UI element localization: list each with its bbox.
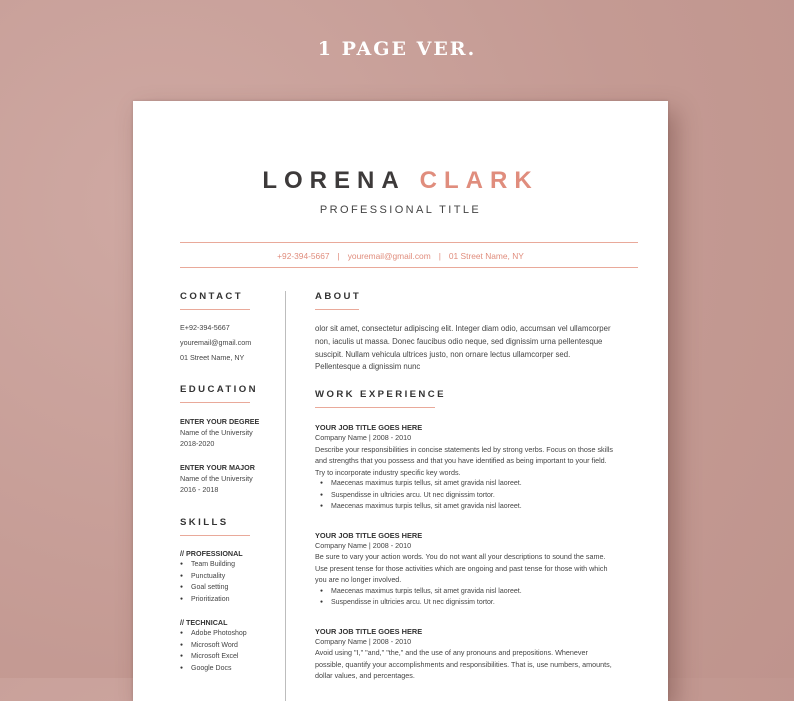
education-item: [180, 416, 272, 449]
job-bullet: ● Suspendisse in ultricies arcu. Ut nec dignissim tortor.: [331, 490, 615, 502]
job-bullet: ● Maecenas maximus turpis tellus, sit amet gravida nisl laoreet.: [331, 586, 615, 598]
skill-group: [180, 617, 272, 674]
skills-section: [180, 517, 272, 674]
work-section: [315, 389, 615, 682]
skill-item: ● Goal setting: [191, 582, 272, 594]
header-contact-line: [133, 251, 668, 261]
contact-section: [180, 291, 272, 363]
job-description: Describe your responsibilities in concise statements led by strong verbs. Focus on those skills and strengths that you possess and that you have identified as being important to your field. Try to incorporate industry specific key words.: [315, 444, 614, 477]
skill-list: [180, 559, 272, 605]
resume-name: [133, 167, 668, 195]
about-section: [315, 291, 615, 374]
contact-phone: E+92-394-5667: [180, 323, 230, 332]
column-divider: [285, 291, 286, 701]
skill-item: ● Microsoft Excel: [191, 651, 272, 663]
contact-email: youremail@gmail.com: [180, 338, 252, 347]
heading-underline: [180, 535, 250, 536]
job-title: YOUR JOB TITLE GOES HERE: [315, 423, 423, 433]
heading-underline: [180, 402, 250, 403]
main-column: [315, 291, 615, 682]
work-heading: WORK EXPERIENCE: [315, 389, 446, 401]
first-name: LORENA: [262, 167, 406, 194]
skill-group: [180, 548, 272, 605]
heading-underline: [180, 309, 250, 310]
job-title: YOUR JOB TITLE GOES HERE: [315, 530, 423, 540]
sidebar: [180, 291, 272, 674]
school: Name of the University: [180, 474, 253, 483]
about-heading: ABOUT: [315, 291, 362, 302]
header-phone: +92-394-5667: [277, 251, 330, 261]
skill-group-label: // PROFESSIONAL: [180, 549, 243, 558]
job-bullets: [315, 478, 615, 513]
skill-item: ● Prioritization: [191, 594, 272, 606]
separator: |: [438, 251, 441, 261]
banner-text: 1 PAGE VER.: [317, 38, 477, 60]
header-email: youremail@gmail.com: [347, 251, 431, 261]
skill-group-label: // TECHNICAL: [180, 618, 228, 627]
degree: ENTER YOUR MAJOR: [180, 463, 255, 472]
divider-bottom: [180, 267, 638, 268]
job-entry: [315, 627, 615, 682]
skills-heading: SKILLS: [180, 517, 229, 528]
skill-item: ● Team Building: [191, 559, 272, 571]
skill-item: ● Microsoft Word: [191, 640, 272, 652]
education-section: [180, 384, 272, 495]
job-title: YOUR JOB TITLE GOES HERE: [315, 626, 423, 636]
job-entry: [315, 531, 615, 609]
job-entry: [315, 423, 615, 513]
job-description: Be sure to vary your action words. You do not want all your descriptions to sound the same. Use present tense for those activities which are ongoing and past tense for those with which you are no longer involved.: [315, 552, 608, 585]
education-heading: EDUCATION: [180, 384, 258, 395]
job-bullet: ● Maecenas maximus turpis tellus, sit amet gravida nisl laoreet.: [331, 501, 615, 513]
years: 2018-2020: [180, 439, 215, 448]
professional-title: PROFESSIONAL TITLE: [319, 204, 482, 216]
skill-item: ● Google Docs: [191, 663, 272, 675]
skill-item: ● Adobe Photoshop: [191, 628, 272, 640]
header-address: 01 Street Name, NY: [448, 251, 524, 261]
degree: ENTER YOUR DEGREE: [180, 417, 260, 426]
heading-underline: [315, 407, 435, 408]
contact-address: 01 Street Name, NY: [180, 353, 245, 362]
job-company: Company Name | 2008 - 2010: [315, 636, 412, 646]
job-bullets: [315, 586, 615, 609]
divider-top: [180, 242, 638, 243]
education-item: [180, 462, 272, 495]
skill-list: [180, 628, 272, 674]
separator: |: [337, 251, 340, 261]
job-company: Company Name | 2008 - 2010: [315, 540, 412, 550]
last-name: CLARK: [419, 167, 539, 194]
job-bullet: ● Maecenas maximus turpis tellus, sit amet gravida nisl laoreet.: [331, 478, 615, 490]
job-description: Avoid using "I," "and," "the," and the use of any pronouns and prepositions. Whenever possible, quantify your accomplishments and responsibilities. That is, use numbers, amounts, dollar values, and percentages.: [315, 648, 612, 681]
job-company: Company Name | 2008 - 2010: [315, 433, 412, 443]
about-text: olor sit amet, consectetur adipiscing elit. Integer diam odio, accumsan vel ullamcorper non, iaculis ut massa. Donec faucibus odio neque, sed dignissim urna pellentesque suscipit. Nullam vehicula ultrices justo, non ornare lectus ullamcorper sed. Pellentesque a dignissim nunc: [315, 324, 611, 372]
years: 2016 - 2018: [180, 485, 219, 494]
job-bullet: ● Suspendisse in ultricies arcu. Ut nec dignissim tortor.: [331, 597, 615, 609]
resume-page: [133, 101, 668, 701]
skill-item: ● Punctuality: [191, 571, 272, 583]
heading-underline: [315, 309, 359, 310]
school: Name of the University: [180, 428, 253, 437]
contact-heading: CONTACT: [180, 291, 243, 302]
